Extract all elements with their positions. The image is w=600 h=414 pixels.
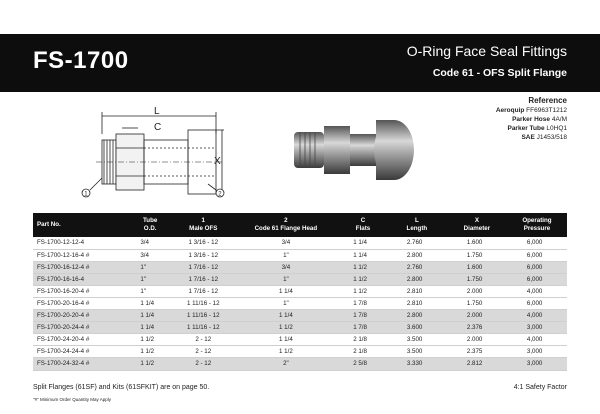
table-cell: 1" — [233, 249, 340, 261]
table-cell: 1 11/16 - 12 — [174, 297, 233, 309]
table-cell: 4,000 — [507, 334, 567, 346]
reference-row — [496, 124, 567, 133]
table-cell: 1 7/8 — [339, 322, 387, 334]
callout-2-label: 2 — [218, 191, 222, 198]
reference-brand: SAE — [521, 134, 535, 141]
table-cell: 1" — [126, 285, 174, 297]
table-cell: 1 7/16 - 12 — [174, 273, 233, 285]
table-cell: 2.000 — [447, 334, 507, 346]
part-number-cell: FS-1700-20-24-4 # — [33, 322, 126, 334]
table-cell: 1 1/4 — [233, 310, 340, 322]
table-row — [33, 346, 567, 358]
table-cell: 3.500 — [387, 346, 447, 358]
column-header: Tube O.D. — [126, 213, 174, 237]
table-cell: 1 1/2 — [126, 346, 174, 358]
table-cell: 1 1/2 — [339, 273, 387, 285]
table-cell: 3.330 — [387, 358, 447, 370]
table-cell: 3/4 — [126, 249, 174, 261]
table-row — [33, 249, 567, 261]
table-header-row — [33, 213, 567, 237]
table-cell: 1.600 — [447, 261, 507, 273]
table-cell: 2.000 — [447, 310, 507, 322]
table-cell: 6,000 — [507, 273, 567, 285]
reference-value: FF6963T1212 — [526, 107, 567, 114]
table-cell: 1 7/8 — [339, 310, 387, 322]
table-cell: 6,000 — [507, 261, 567, 273]
table-cell: 1.750 — [447, 249, 507, 261]
fitting-spec-table — [33, 213, 567, 371]
table-row — [33, 273, 567, 285]
table-cell: 1 1/4 — [339, 249, 387, 261]
table-cell: 2.000 — [447, 285, 507, 297]
part-number-cell: FS-1700-16-20-4 # — [33, 285, 126, 297]
table-row — [33, 285, 567, 297]
series-title: O-Ring Face Seal Fittings — [406, 43, 567, 59]
reference-value: L0HQ1 — [546, 125, 567, 132]
part-number-cell: FS-1700-16-12-4 # — [33, 261, 126, 273]
reference-row — [496, 115, 567, 124]
column-header: L Length — [387, 213, 447, 237]
table-cell: 6,000 — [507, 237, 567, 249]
table-cell: 2 1/8 — [339, 346, 387, 358]
table-cell: 1 1/2 — [126, 334, 174, 346]
table-row — [33, 261, 567, 273]
table-cell: 4,000 — [507, 285, 567, 297]
reference-brand: Parker Hose — [512, 116, 551, 123]
table-cell: 3/4 — [126, 237, 174, 249]
table-cell: 1 1/2 — [126, 358, 174, 370]
table-cell: 3,000 — [507, 346, 567, 358]
table-cell: 1.750 — [447, 297, 507, 309]
table-cell: 1 1/4 — [126, 322, 174, 334]
callout-1-label: 1 — [84, 191, 88, 198]
table-cell: 3.500 — [387, 334, 447, 346]
reference-row — [496, 133, 567, 142]
diameter-label: X — [214, 156, 221, 167]
table-cell: 2.760 — [387, 237, 447, 249]
header-bar — [0, 34, 600, 92]
table-cell: 3,000 — [507, 358, 567, 370]
table-cell: 3/4 — [233, 237, 340, 249]
table-row — [33, 334, 567, 346]
table-cell: 1 1/2 — [339, 285, 387, 297]
table-cell: 2.812 — [447, 358, 507, 370]
fitting-dimension-drawing — [66, 104, 226, 204]
minimum-order-footnote: "#" Minimum Order Quantity May Apply — [33, 397, 111, 402]
reference-heading: Reference — [528, 96, 567, 105]
table-cell: 6,000 — [507, 297, 567, 309]
series-subtitle: Code 61 - OFS Split Flange — [432, 67, 567, 79]
table-cell: 2 1/8 — [339, 334, 387, 346]
table-cell: 3,000 — [507, 322, 567, 334]
table-cell: 1 1/2 — [233, 346, 340, 358]
table-cell: 1 1/4 — [126, 310, 174, 322]
table-cell: 1" — [233, 273, 340, 285]
part-number-cell: FS-1700-20-16-4 # — [33, 297, 126, 309]
table-cell: 1 7/16 - 12 — [174, 261, 233, 273]
table-cell: 1 1/4 — [126, 297, 174, 309]
fitting-product-photo — [290, 110, 420, 190]
reference-brand: Parker Tube — [507, 125, 545, 132]
table-cell: 1.600 — [447, 237, 507, 249]
table-cell: 1 1/2 — [233, 322, 340, 334]
table-cell: 6,000 — [507, 249, 567, 261]
table-row — [33, 237, 567, 249]
column-header: Part No. — [33, 213, 126, 237]
table-cell: 1 11/16 - 12 — [174, 322, 233, 334]
table-body — [33, 237, 567, 370]
table-cell: 1 1/4 — [233, 334, 340, 346]
flats-label: C — [154, 122, 162, 133]
part-number-cell: FS-1700-20-20-4 # — [33, 310, 126, 322]
table-cell: 2 - 12 — [174, 346, 233, 358]
column-header: C Flats — [339, 213, 387, 237]
table-cell: 1 3/16 - 12 — [174, 249, 233, 261]
table-cell: 2.800 — [387, 310, 447, 322]
safety-factor-note: 4:1 Safety Factor — [513, 384, 567, 391]
table-cell: 3/4 — [233, 261, 340, 273]
table-cell: 1 7/8 — [339, 297, 387, 309]
reference-value: J1453/518 — [536, 134, 567, 141]
part-number-cell: FS-1700-12-12-4 — [33, 237, 126, 249]
table-row — [33, 297, 567, 309]
part-number-cell: FS-1700-12-16-4 # — [33, 249, 126, 261]
split-flange-note: Split Flanges (61SF) and Kits (61SFKIT) are on page 50. — [33, 384, 210, 391]
length-label: L — [154, 106, 160, 117]
part-number-cell: FS-1700-24-32-4 # — [33, 358, 126, 370]
table-cell: 1" — [126, 273, 174, 285]
table-cell: 1 3/16 - 12 — [174, 237, 233, 249]
column-header: X Diameter — [447, 213, 507, 237]
table-cell: 2.800 — [387, 273, 447, 285]
table-cell: 2.810 — [387, 297, 447, 309]
part-number-cell: FS-1700-16-16-4 — [33, 273, 126, 285]
table-cell: 2.376 — [447, 322, 507, 334]
column-header: 2 Code 61 Flange Head — [233, 213, 340, 237]
column-header: Operating Pressure — [507, 213, 567, 237]
table-cell: 1 11/16 - 12 — [174, 310, 233, 322]
table-cell: 1 1/4 — [233, 285, 340, 297]
reference-block — [496, 96, 567, 142]
table-cell: 2 - 12 — [174, 334, 233, 346]
reference-brand: Aeroquip — [495, 107, 525, 114]
table-cell: 1" — [126, 261, 174, 273]
table-row — [33, 322, 567, 334]
part-number-title: FS-1700 — [33, 47, 129, 74]
part-number-cell: FS-1700-24-20-4 # — [33, 334, 126, 346]
table-cell: 2.760 — [387, 261, 447, 273]
column-header: 1 Male OFS — [174, 213, 233, 237]
table-cell: 1 7/16 - 12 — [174, 285, 233, 297]
reference-row — [496, 106, 567, 115]
table-cell: 4,000 — [507, 310, 567, 322]
part-number-cell: FS-1700-24-24-4 # — [33, 346, 126, 358]
table-cell: 2" — [233, 358, 340, 370]
table-cell: 3.600 — [387, 322, 447, 334]
table-cell: 2 - 12 — [174, 358, 233, 370]
table-row — [33, 310, 567, 322]
table-cell: 1 1/2 — [339, 261, 387, 273]
table-cell: 2.375 — [447, 346, 507, 358]
table-cell: 1 1/4 — [339, 237, 387, 249]
table-row — [33, 358, 567, 370]
table-cell: 2 5/8 — [339, 358, 387, 370]
table-cell: 1.750 — [447, 273, 507, 285]
reference-value: 4A/M — [551, 116, 567, 123]
table-cell: 2.800 — [387, 249, 447, 261]
table-cell: 2.810 — [387, 285, 447, 297]
table-cell: 1" — [233, 297, 340, 309]
